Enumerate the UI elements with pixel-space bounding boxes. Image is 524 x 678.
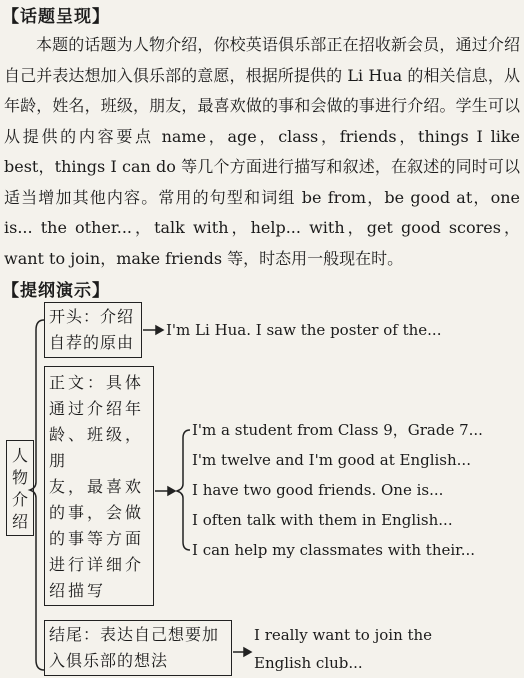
root-label-box — [6, 440, 34, 536]
body-sentence-4: I often talk with them in English... — [192, 511, 453, 529]
root-char-2: 物 — [11, 468, 28, 487]
body-line-6: 的事等方面 — [49, 529, 145, 548]
body-sentence-3: I have two good friends. One is... — [192, 481, 444, 499]
body-brace — [177, 430, 190, 550]
body-box — [44, 366, 154, 606]
ending-line-1: 结尾：表达自己想要加 — [49, 625, 220, 644]
body-sentence-2: I'm twelve and I'm good at English... — [192, 451, 471, 469]
ending-box — [44, 620, 232, 676]
root-char-1: 人 — [11, 446, 28, 465]
ending-arrow-icon — [244, 648, 251, 656]
root-char-3: 介 — [11, 490, 28, 509]
body-line-4: 友，最喜欢 — [49, 477, 145, 496]
opening-line-1: 开头：介绍 — [49, 307, 135, 326]
body-line-5: 的事，会做 — [49, 503, 145, 522]
body-sentence-5: I can help my classmates with their... — [192, 541, 475, 559]
ending-sentence-2: English club... — [254, 654, 363, 672]
opening-sentence: I'm Li Hua. I saw the poster of the... — [166, 321, 442, 339]
opening-arrow-icon — [156, 326, 163, 334]
root-char-4: 绍 — [11, 512, 28, 531]
opening-line-2: 自荐的原由 — [49, 333, 135, 352]
outline-heading: 【提纲演示】 — [2, 281, 110, 301]
body-line-8: 绍描写 — [49, 581, 107, 600]
topic-heading: 【话题呈现】 — [2, 7, 110, 27]
body-line-7: 进行详细介 — [49, 555, 145, 574]
body-line-2: 通过介绍年 — [49, 399, 145, 418]
body-arrow-icon — [168, 487, 175, 495]
body-line-1: 正文：具体 — [49, 373, 145, 392]
body-sentence-1: I'm a student from Class 9，Grade 7... — [192, 421, 483, 439]
body-line-3: 龄、班级，朋 — [49, 425, 145, 470]
topic-paragraph: 本题的话题为人物介绍，你校英语俱乐部正在招收新会员，通过介绍自己并表达想加入俱乐部的意愿，根据所提供的 Li Hua 的相关信息，从年龄，姓名，班级，朋友，最喜欢做的事和会做的事进行介绍。学生可以从提供的内容要点 name，age，class，friends，things I like best，things I can do 等几个方面进行描写和叙述，在叙述的同时可以适当增加其他内容。常用的句型和词组 be from，be good at，one is... the other...，talk with，help... with，get good scores，want to join，make friends 等，时态用一般现在时。 — [4, 35, 520, 268]
ending-line-2: 入俱乐部的想法 — [49, 651, 169, 670]
opening-box — [44, 302, 142, 358]
ending-sentence-1: I really want to join the — [254, 626, 433, 644]
